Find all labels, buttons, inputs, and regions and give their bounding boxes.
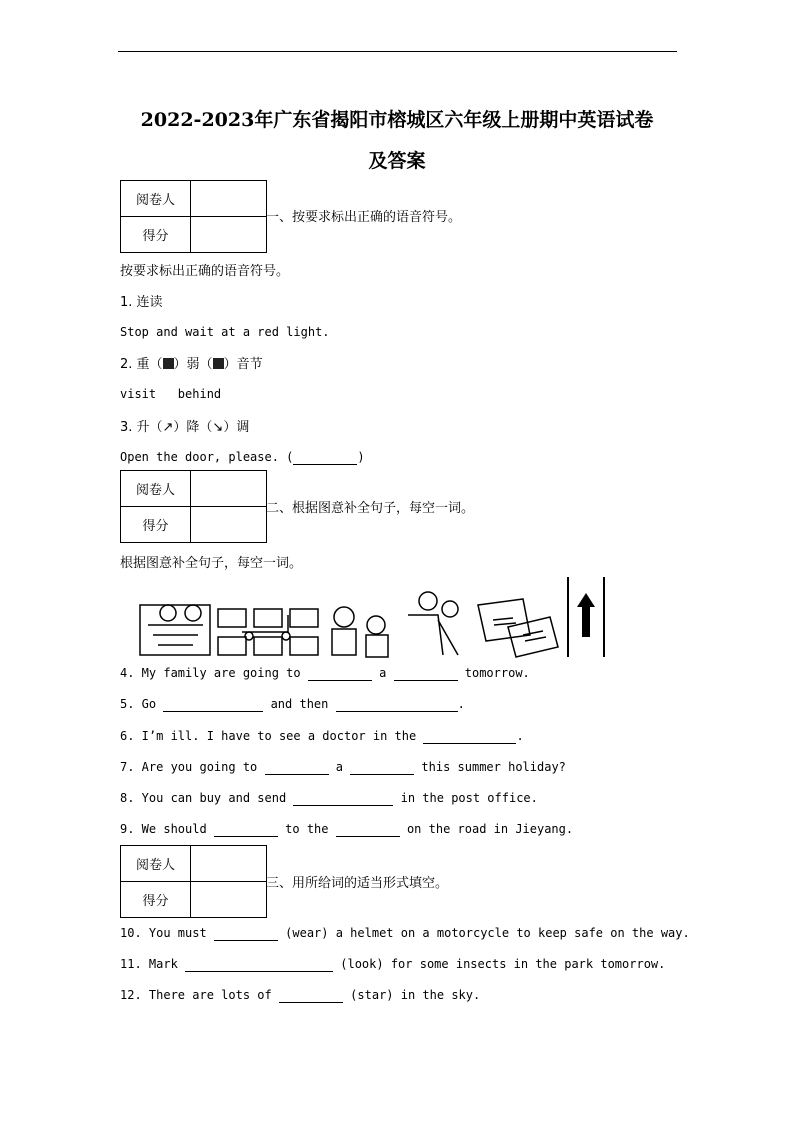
q5-a: 5. Go <box>120 697 164 711</box>
score-label: 得分 <box>121 217 191 253</box>
q2-label <box>120 353 263 372</box>
q7-a: 7. Are you going to <box>120 760 265 774</box>
q9-c: on the road in Jieyang. <box>399 822 574 836</box>
score-box-1 <box>120 180 267 253</box>
unstressed-square-icon <box>213 358 224 369</box>
score-field[interactable] <box>191 507 267 543</box>
q8-a: 8. You can buy and send <box>120 791 294 805</box>
section-2-instruction: 根据图意补全句子，每空一词。 <box>120 556 303 571</box>
score-label: 得分 <box>121 882 191 918</box>
score-field[interactable] <box>191 217 267 253</box>
q5-b: and then <box>263 697 336 711</box>
q5-c: . <box>457 697 465 711</box>
q8-c: in the post office. <box>393 791 538 805</box>
reviewer-label: 阅卷人 <box>121 471 191 507</box>
q7-c: this summer holiday? <box>414 760 566 774</box>
q6-blank[interactable] <box>423 729 516 744</box>
q12-c: (star) in the sky. <box>342 988 481 1002</box>
q4-b: a <box>371 666 394 680</box>
header-rule <box>118 51 677 52</box>
score-label: 得分 <box>121 507 191 543</box>
section-3-heading: 三、用所给词的适当形式填空。 <box>266 876 449 891</box>
q3-sentence: Open the door, please. ( <box>120 450 294 464</box>
q12-blank[interactable] <box>279 988 343 1003</box>
q9-a: 9. We should <box>120 822 214 836</box>
question-11 <box>120 957 665 972</box>
q7-blank-1[interactable] <box>265 760 329 775</box>
cinema-family-picture <box>140 605 210 655</box>
q10-c: (wear) a helmet on a motorcycle to keep safe on the way. <box>277 926 690 940</box>
section-2-heading: 二、根据图意补全句子，每空一词。 <box>266 501 475 516</box>
question-4 <box>120 666 530 681</box>
q10-a: 10. You must <box>120 926 214 940</box>
q5-blank-1[interactable] <box>163 697 263 712</box>
q4-blank-1[interactable] <box>308 666 372 681</box>
q6-c: . <box>516 729 524 743</box>
picture-strip <box>138 575 608 659</box>
score-box-3 <box>120 845 267 918</box>
question-9 <box>120 822 573 837</box>
postcards-picture <box>478 599 558 657</box>
q2-b: ）弱（ <box>173 357 213 372</box>
q11-a: 11. Mark <box>120 957 186 971</box>
q9-b: to the <box>277 822 336 836</box>
q11-c: (look) for some insects in the park tomorrow. <box>333 957 666 971</box>
question-7 <box>120 760 566 775</box>
q1-label: 1. 连读 <box>120 295 163 310</box>
q3-close: ) <box>357 450 365 464</box>
q3-label: 3. 升（↗）降（↘）调 <box>120 420 250 435</box>
question-5 <box>120 697 465 712</box>
score-field[interactable] <box>191 882 267 918</box>
question-12 <box>120 988 480 1003</box>
one-way-arrow-picture <box>568 577 604 657</box>
q7-b: a <box>328 760 351 774</box>
q4-blank-2[interactable] <box>394 666 458 681</box>
section-1-heading: 一、按要求标出正确的语音符号。 <box>266 210 462 225</box>
reviewer-field[interactable] <box>191 846 267 882</box>
title-line-2: 及答案 <box>368 150 426 172</box>
reviewer-field[interactable] <box>191 471 267 507</box>
title-line-1: 2022-2023年广东省揭阳市榕城区六年级上册期中英语试卷 <box>140 109 654 131</box>
doctor-patient-picture <box>332 607 388 657</box>
q7-blank-2[interactable] <box>350 760 414 775</box>
q5-blank-2[interactable] <box>336 697 458 712</box>
q11-blank[interactable] <box>185 957 333 972</box>
q2-a: 2. 重（ <box>120 357 163 372</box>
score-box-2 <box>120 470 267 543</box>
q4-a: 4. My family are going to <box>120 666 308 680</box>
question-6 <box>120 729 524 744</box>
reviewer-label: 阅卷人 <box>121 846 191 882</box>
route-map-picture <box>218 609 318 655</box>
q2-c: ）音节 <box>223 357 263 372</box>
stressed-square-icon <box>163 358 174 369</box>
q10-blank[interactable] <box>214 926 278 941</box>
q3-blank[interactable] <box>293 450 357 465</box>
q12-a: 12. There are lots of <box>120 988 279 1002</box>
q1-text: Stop and wait at a red light. <box>120 325 330 339</box>
travel-people-picture <box>408 592 458 655</box>
q4-c: tomorrow. <box>457 666 530 680</box>
reviewer-field[interactable] <box>191 181 267 217</box>
q2-text: visit behind <box>120 387 222 401</box>
section-1-instruction: 按要求标出正确的语音符号。 <box>120 264 290 279</box>
q9-blank-2[interactable] <box>336 822 400 837</box>
question-10 <box>120 926 690 941</box>
reviewer-label: 阅卷人 <box>121 181 191 217</box>
q9-blank-1[interactable] <box>214 822 278 837</box>
q6-a: 6. I’m ill. I have to see a doctor in the <box>120 729 424 743</box>
q3-text <box>120 450 365 465</box>
q8-blank[interactable] <box>293 791 393 806</box>
question-8 <box>120 791 538 806</box>
